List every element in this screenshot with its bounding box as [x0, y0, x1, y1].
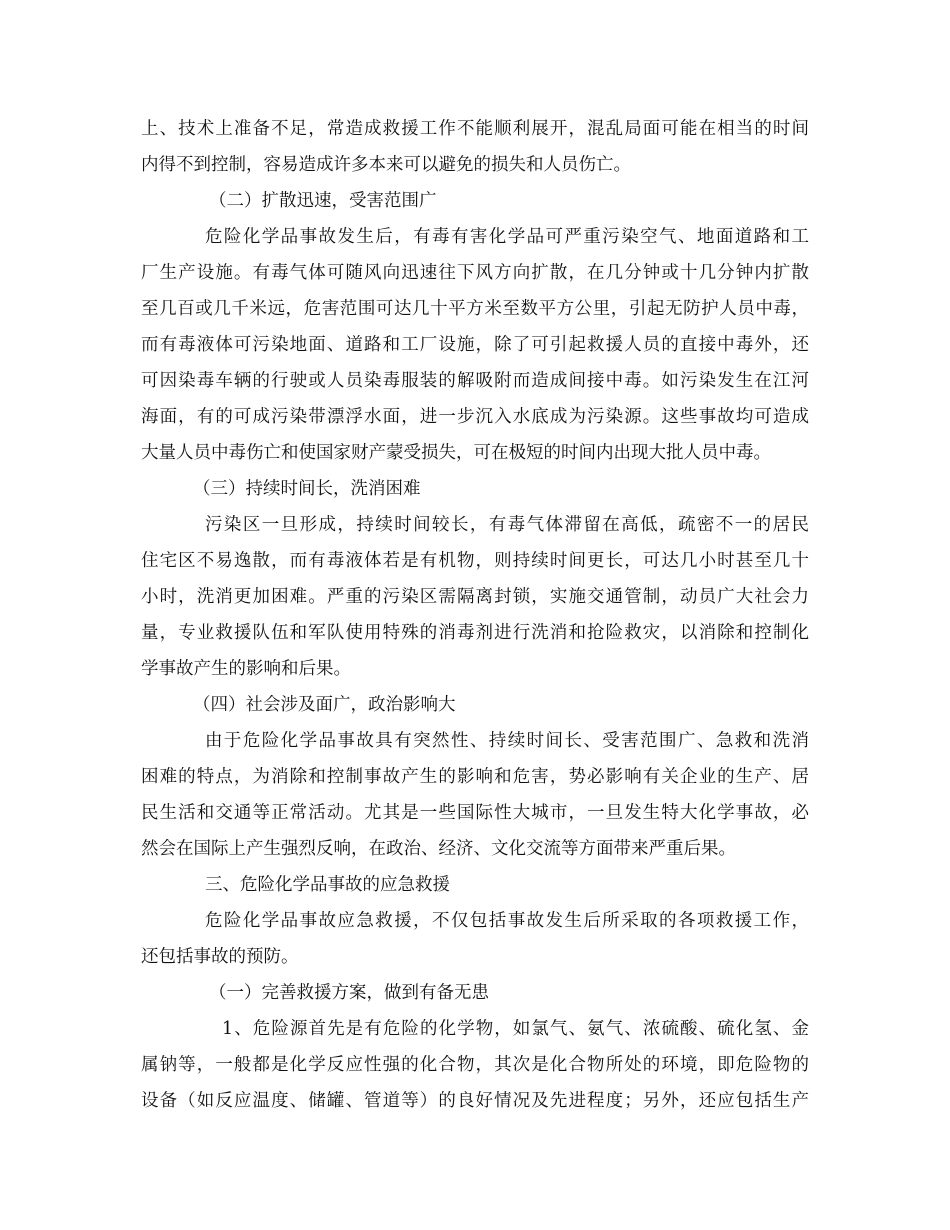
paragraph-first-line: 污染区一旦形成，持续时间较长，有毒气体滞留在高低，疏密不一的居民	[205, 515, 809, 535]
body-text-line: 厂生产设施。有毒气体可随风向迅速往下风方向扩散，在几分钟或十几分钟内扩散	[141, 263, 809, 283]
paragraph-first-line: 危险化学品事故发生后，有毒有害化学品可严重污染空气、地面道路和工	[205, 227, 809, 247]
body-text-line: 大量人员中毒伤亡和使国家财产蒙受损失，可在极短的时间内出现大批人员中毒。	[141, 443, 771, 463]
body-text-line: 困难的特点，为消除和控制事故产生的影响和危害，势必影响有关企业的生产、居	[141, 767, 809, 787]
section-heading: （三）持续时间长，洗消困难	[193, 479, 421, 499]
body-text-line: 属钠等，一般都是化学反应性强的化合物，其次是化合物所处的环境，即危险物的	[141, 1055, 809, 1075]
paragraph-first-line: 1、危险源首先是有危险的化学物，如氯气、氨气、浓硫酸、硫化氢、金	[222, 1019, 809, 1039]
body-text-line: 小时，洗消更加困难。严重的污染区需隔离封锁，实施交通管制，动员广大社会力	[141, 587, 809, 607]
section-heading: 三、危险化学品事故的应急救援	[205, 875, 450, 895]
paragraph-first-line: 危险化学品事故应急救援，不仅包括事故发生后所采取的各项救援工作，	[205, 911, 809, 931]
body-text-line: 住宅区不易逸散，而有毒液体若是有机物，则持续时间更长，可达几小时甚至几十	[141, 551, 809, 571]
body-text-line: 民生活和交通等正常活动。尤其是一些国际性大城市，一旦发生特大化学事故，必	[141, 803, 809, 823]
body-text-line: 量，专业救援队伍和军队使用特殊的消毒剂进行洗消和抢险救灾，以消除和控制化	[141, 623, 809, 643]
paragraph-first-line: 由于危险化学品事故具有突然性、持续时间长、受害范围广、急救和洗消	[205, 731, 809, 751]
section-heading: （四）社会涉及面广，政治影响大	[193, 695, 456, 715]
body-text-line: 可因染毒车辆的行驶或人员染毒服装的解吸附而造成间接中毒。如污染发生在江河	[141, 371, 809, 391]
body-text-line: 而有毒液体可污染地面、道路和工厂设施，除了可引起救援人员的直接中毒外，还	[141, 335, 809, 355]
body-text-line: 还包括事故的预防。	[141, 947, 299, 967]
body-text-line: 设备（如反应温度、储罐、管道等）的良好情况及先进程度；另外，还应包括生产	[141, 1091, 809, 1111]
body-text-line: 学事故产生的影响和后果。	[141, 659, 351, 679]
body-text-line: 上、技术上准备不足，常造成救援工作不能顺利展开，混乱局面可能在相当的时间	[141, 119, 809, 139]
body-text-line: 然会在国际上产生强烈反响，在政治、经济、文化交流等方面带来严重后果。	[141, 839, 736, 859]
body-text-line: 内得不到控制，容易造成许多本来可以避免的损失和人员伤亡。	[141, 155, 631, 175]
body-text-line: 海面，有的可成污染带漂浮水面，进一步沉入水底成为污染源。这些事故均可造成	[141, 407, 809, 427]
section-heading: （二）扩散迅速，受害范围广	[209, 191, 437, 211]
section-heading: （一）完善救援方案，做到有备无患	[209, 983, 489, 1003]
body-text-line: 至几百或几千米远，危害范围可达几十平方米至数平方公里，引起无防护人员中毒，	[141, 299, 809, 319]
